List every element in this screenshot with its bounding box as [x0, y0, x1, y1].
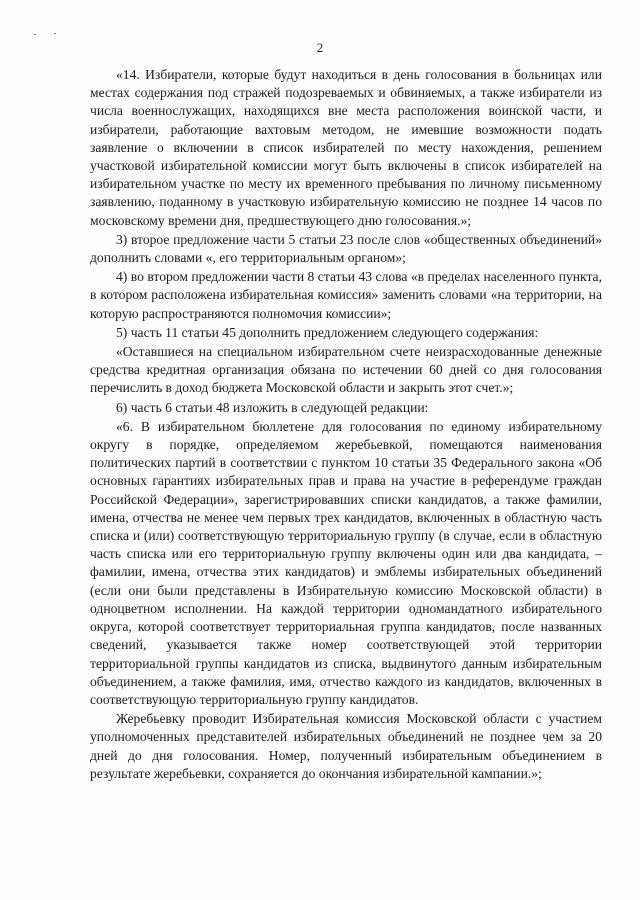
- paragraph-amendment-6: 6) часть 6 статьи 48 изложить в следующей редакции:: [116, 399, 429, 415]
- scan-speck: [34, 34, 36, 35]
- scan-speck: [54, 33, 56, 34]
- paragraph-item-6-ballot: «6. В избирательном бюллетене для голосования по единому избирательному округу в порядке, определяемом жеребьевкой, помещаются наименования политических партий в соответствии с пунктом 10 статьи 35 Федерального закона «Об основных гарантиях избирательных прав и права на участие в референдуме граждан Российской Федерации», зарегистрировавших списки кандидатов, а также фамилии, имена, отчества не менее чем первых трех кандидатов, включенных в областную часть списка и (или) соответствующую территориальную группу (в случае, если в областную часть списка или его территориальную группу включены один или два кандидата, – фамилии, имена, отчества этих кандидатов) и эмблемы избирательных объединений (если они были представлены в Избирательную комиссию Московской области) в одноцветном исполнении. На каждой территории одномандатного избирательного округа, которой соответствует территориальная группа кандидатов, после названных сведений, указывается также номер соответствующей этой территории территориальной группы кандидатов из списка, выдвинутого данным избирательным объединением, а также фамилия, имя, отчество каждого из кандидатов, включенных в соответствующую территориальную группу кандидатов.: [90, 418, 602, 707]
- paragraph-lottery: Жеребьевку проводит Избирательная комиссия Московской области с участием уполномоченных представителей избирательных объединений не позднее чем за 20 дней до дня голосования. Номер, полученный избирательным объединением в результате жеребьевки, сохраняется до окончания избирательной кампании.»;: [90, 711, 602, 781]
- paragraph-amendment-5-text: «Оставшиеся на специальном избирательном счете неизрасходованные денежные средства кредитная организация обязана по истечении 60 дней со дня голосования перечислить в доход бюджета Московской области и закрыть этот счет.»;: [90, 344, 602, 396]
- paragraph-amendment-5: 5) часть 11 статьи 45 дополнить предложением следующего содержания:: [116, 324, 539, 340]
- page-number: 2: [316, 40, 324, 55]
- document-body: [90, 66, 602, 783]
- paragraph-amendment-3: 3) второе предложение части 5 статьи 23 после слов «общественных объединений» дополнить словами «, его территориальным органом»;: [90, 231, 602, 266]
- paragraph-item-14: «14. Избиратели, которые будут находиться в день голосования в больницах или местах содержания под стражей подозреваемых и обвиняемых, а также избиратели из числа военнослужащих, находящихся вне места расположения воинской части, и избиратели, работающие вахтовым методом, не имевшие возможности подать заявление о включении в список избирателей по месту нахождения, решением участковой избирательной комиссии могут быть включены в список избирателей на избирательном участке по месту их временного пребывания по личному письменному заявлению, поданному в участковую избирательную комиссию не позднее 14 часов по московскому времени дня, предшествующего дню голосования.»;: [90, 67, 602, 228]
- paragraph-amendment-4: 4) во втором предложении части 8 статьи 43 слова «в пределах населенного пункта, в котором расположена избирательная комиссия» заменить словами «на территории, на которую распространяются полномочия комиссии»;: [90, 269, 602, 321]
